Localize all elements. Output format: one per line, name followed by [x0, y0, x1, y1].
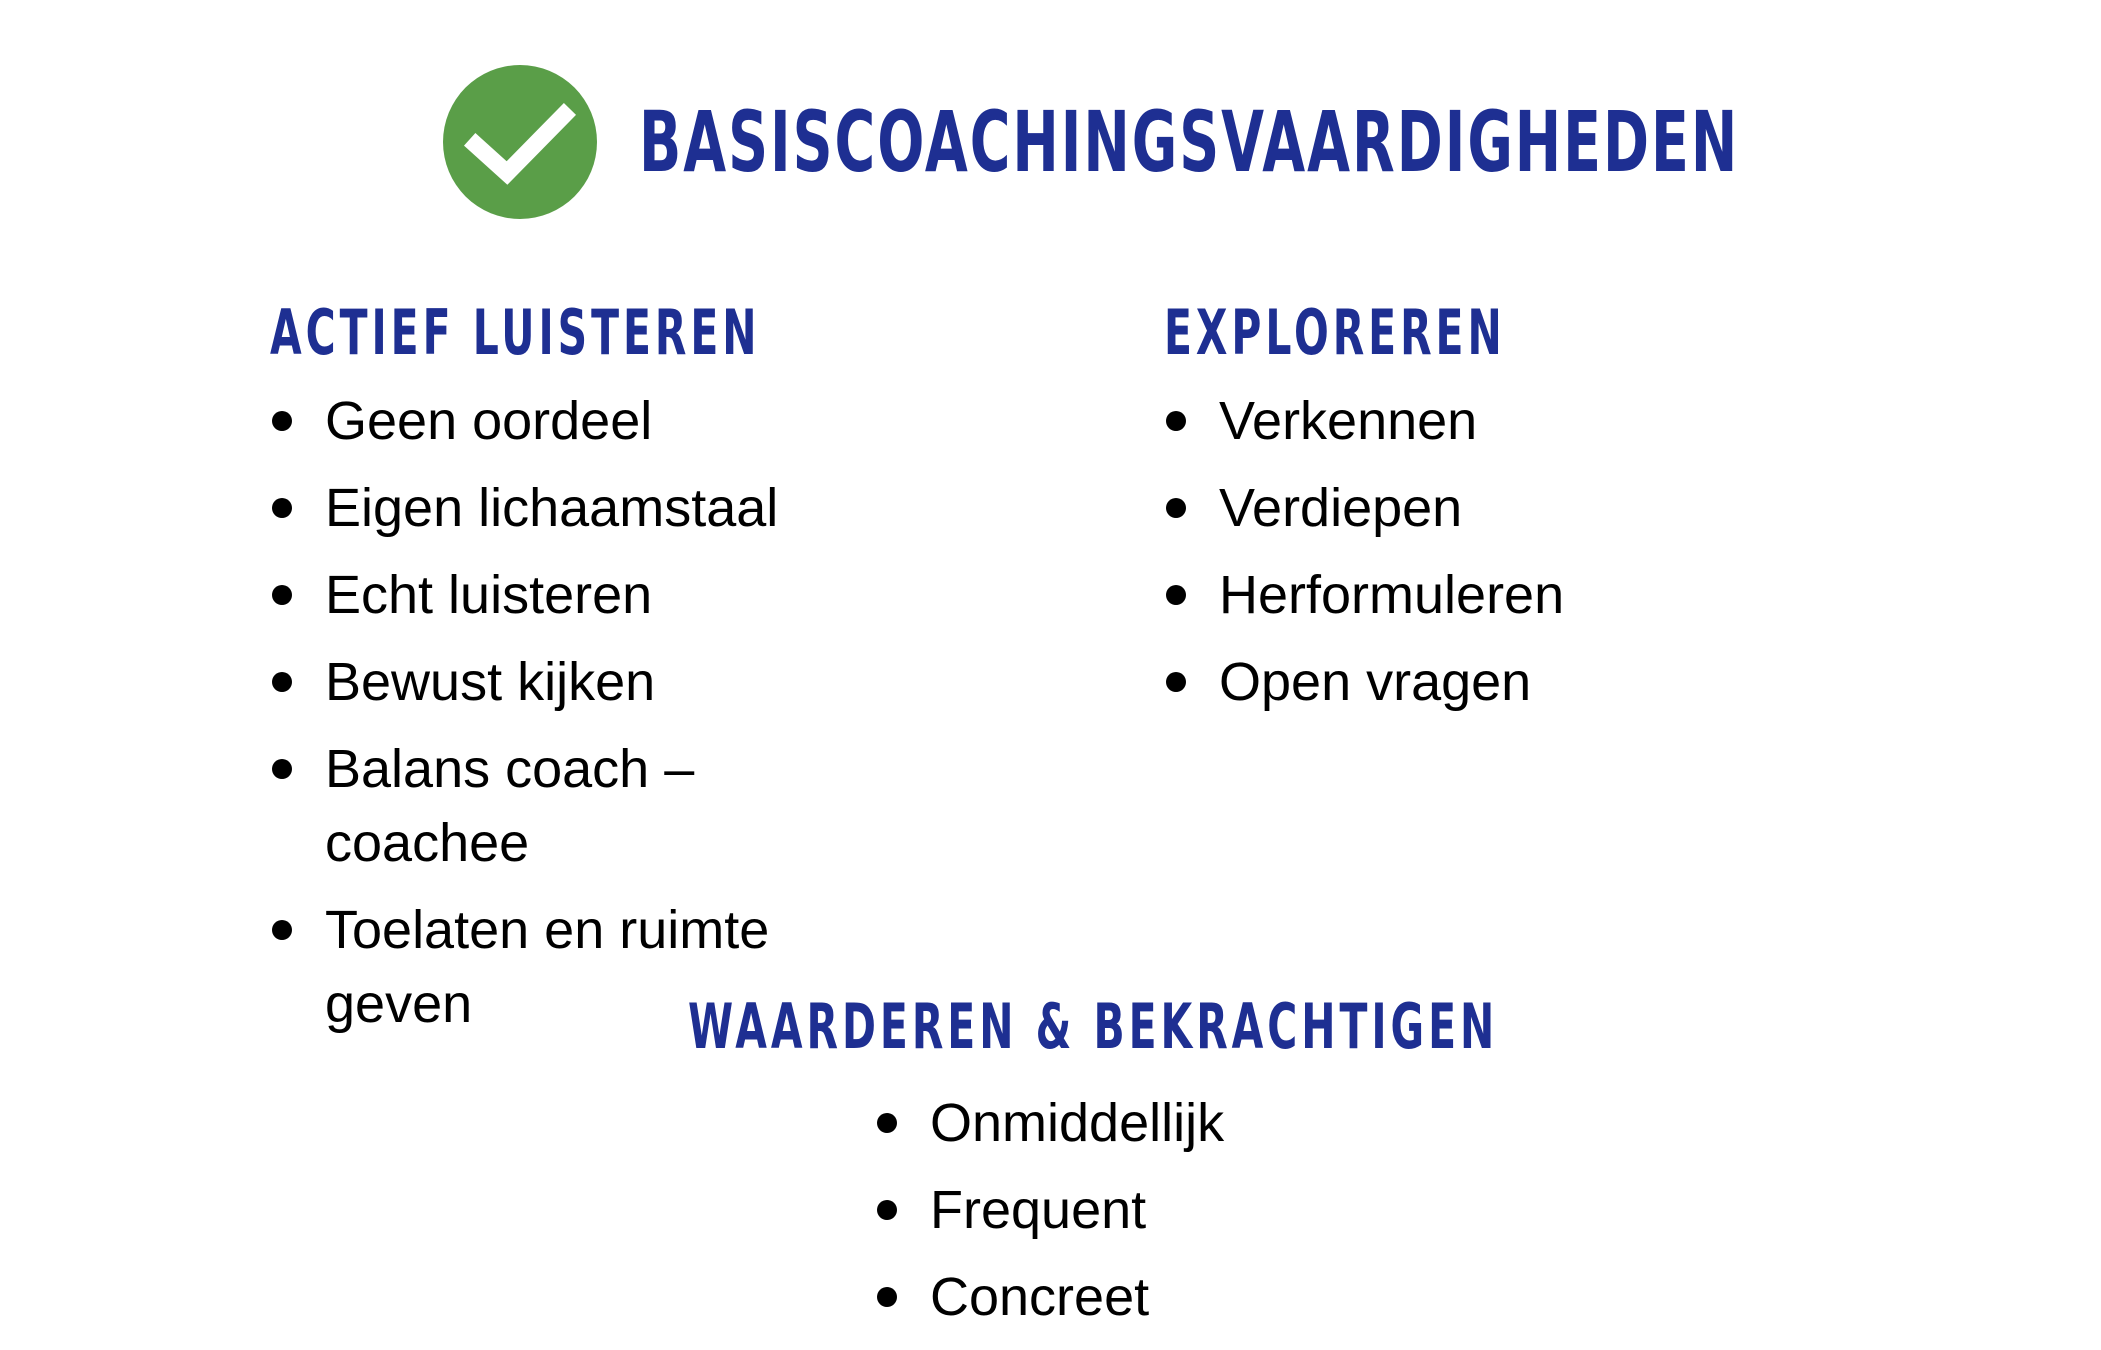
list-item — [270, 558, 910, 632]
bullet-icon — [877, 1113, 897, 1133]
section-waarderen-bekrachtigen — [688, 990, 1916, 1063]
bullet-icon — [272, 585, 292, 605]
list-item — [270, 471, 910, 545]
bullet-list — [1164, 384, 1804, 719]
list-item — [875, 1173, 1224, 1247]
bullet-icon — [1166, 411, 1186, 431]
bullet-icon — [272, 411, 292, 431]
list-item-label: Balans coach – coachee — [325, 739, 695, 873]
list-item — [1164, 558, 1804, 632]
list-item — [1164, 645, 1804, 719]
list-item — [875, 1086, 1224, 1160]
list-item-label: Frequent — [930, 1180, 1147, 1240]
bullet-icon — [1166, 672, 1186, 692]
list-item-label: Geen oordeel — [325, 391, 653, 451]
list-item-label: Verdiepen — [1219, 478, 1463, 538]
list-item — [1164, 384, 1804, 458]
list-item-label: Herformuleren — [1219, 565, 1565, 625]
section-heading: EXPLOREREN — [1164, 296, 1506, 369]
bullet-icon — [272, 759, 292, 779]
list-item-label: Verkennen — [1219, 391, 1478, 451]
list-item-label: Concreet — [930, 1267, 1150, 1327]
section-heading: ACTIEF LUISTEREN — [270, 296, 761, 369]
page-title: BASISCOACHINGSVAARDIGHEDEN — [639, 93, 1740, 191]
bullet-list — [875, 1086, 1224, 1334]
bullet-icon — [272, 920, 292, 940]
section-actief-luisteren — [270, 296, 1013, 1054]
list-item-label: Echt luisteren — [325, 565, 653, 625]
bullet-icon — [1166, 498, 1186, 518]
check-circle-icon — [443, 65, 597, 219]
section-waarderen-list — [875, 1086, 1224, 1347]
page-header — [443, 66, 2101, 218]
list-item — [270, 732, 910, 880]
bullet-icon — [272, 498, 292, 518]
list-item-label: Toelaten en ruimte geven — [325, 900, 770, 1034]
bullet-icon — [1166, 585, 1186, 605]
list-item-label: Onmiddellijk — [930, 1093, 1225, 1153]
bullet-icon — [877, 1287, 897, 1307]
list-item — [875, 1260, 1224, 1334]
list-item — [270, 645, 910, 719]
section-exploreren — [1164, 296, 1804, 732]
bullet-list — [270, 384, 910, 1041]
list-item — [270, 384, 910, 458]
section-heading: WAARDEREN & BEKRACHTIGEN — [688, 990, 1499, 1063]
list-item — [1164, 471, 1804, 545]
bullet-icon — [272, 672, 292, 692]
list-item-label: Bewust kijken — [325, 652, 656, 712]
list-item-label: Open vragen — [1219, 652, 1532, 712]
list-item-label: Eigen lichaamstaal — [325, 478, 779, 538]
bullet-icon — [877, 1200, 897, 1220]
